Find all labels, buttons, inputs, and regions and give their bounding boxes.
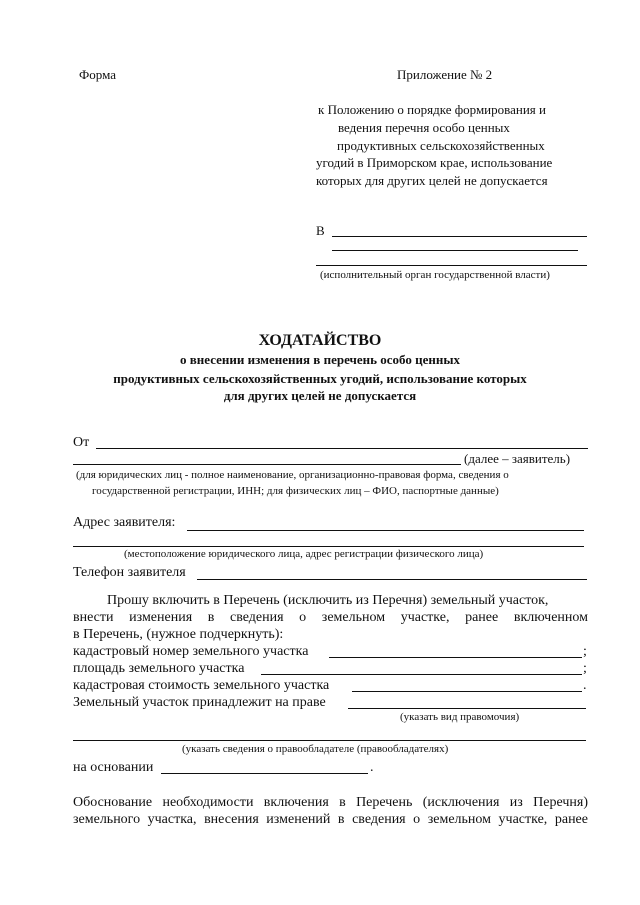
address-line[interactable] (187, 530, 584, 531)
from-label: От (73, 435, 90, 450)
document-title: ХОДАТАЙСТВО (258, 332, 382, 349)
field-end-mark: . (583, 678, 587, 693)
owner-line[interactable] (73, 740, 586, 741)
ref-line: угодий в Приморском крае, использование (316, 155, 553, 170)
addressee-line[interactable] (332, 236, 587, 237)
address-line[interactable] (73, 546, 584, 547)
addressee-line[interactable] (332, 250, 578, 251)
justification-text: Обоснование необходимости включения в Перечень (исключения из Перечня) (73, 795, 588, 810)
cadastral-value-line[interactable] (352, 691, 582, 692)
cadastral-number-line[interactable] (329, 657, 582, 658)
ref-line: к Положению о порядке формирования и (318, 102, 546, 117)
area-line[interactable] (261, 674, 582, 675)
addressee-caption: (исполнительный орган государственной власти) (320, 269, 550, 281)
addressee-prefix: В (316, 223, 325, 238)
phone-line[interactable] (197, 579, 587, 580)
form-label: Форма (79, 67, 116, 82)
ref-line: которых для других целей не допускается (316, 173, 548, 188)
right-label: Земельный участок принадлежит на праве (73, 695, 326, 710)
basis-label: на основании (73, 760, 154, 775)
justification-text: земельного участка, внесения изменений в сведения о земельном участке, ранее (73, 812, 588, 827)
addressee-line[interactable] (316, 265, 587, 266)
request-text: Прошу включить в Перечень (исключить из Перечня) земельный участок, (107, 593, 549, 608)
hereinafter-label: (далее – заявитель) (464, 451, 571, 466)
appendix-label: Приложение № 2 (397, 67, 493, 82)
ref-line: продуктивных сельскохозяйственных (337, 138, 545, 153)
cadastral-number-label: кадастровый номер земельного участка (73, 644, 309, 659)
ref-line: ведения перечня особо ценных (338, 120, 510, 135)
address-caption: (местоположение юридического лица, адрес регистрации физического лица) (124, 548, 484, 560)
request-text: внести изменения в сведения о земельном участке, ранее включенном (73, 610, 588, 625)
basis-end-mark: . (370, 760, 374, 775)
field-end-mark: ; (583, 661, 587, 676)
request-text: в Перечень, (нужное подчеркнуть): (73, 627, 284, 642)
field-end-mark: ; (583, 644, 587, 659)
document-subtitle: продуктивных сельскохозяйственных угодий, использование которых (113, 371, 527, 386)
basis-line[interactable] (161, 773, 368, 774)
applicant-name-line[interactable] (73, 464, 461, 465)
applicant-caption: государственной регистрации, ИНН; для физических лиц – ФИО, паспортные данные) (92, 485, 499, 497)
phone-label: Телефон заявителя (73, 565, 186, 580)
address-label: Адрес заявителя: (73, 515, 176, 530)
applicant-caption: (для юридических лиц - полное наименование, организационно-правовая форма, сведения о (76, 469, 509, 481)
area-label: площадь земельного участка (73, 661, 245, 676)
right-caption: (указать вид правомочия) (400, 711, 520, 723)
owner-caption: (указать сведения о правообладателе (правообладателях) (182, 743, 449, 755)
document-subtitle: для других целей не допускается (223, 388, 417, 403)
right-line[interactable] (348, 708, 586, 709)
document-subtitle: о внесении изменения в перечень особо ценных (180, 352, 460, 367)
applicant-name-line[interactable] (96, 448, 588, 449)
cadastral-value-label: кадастровая стоимость земельного участка (73, 678, 330, 693)
